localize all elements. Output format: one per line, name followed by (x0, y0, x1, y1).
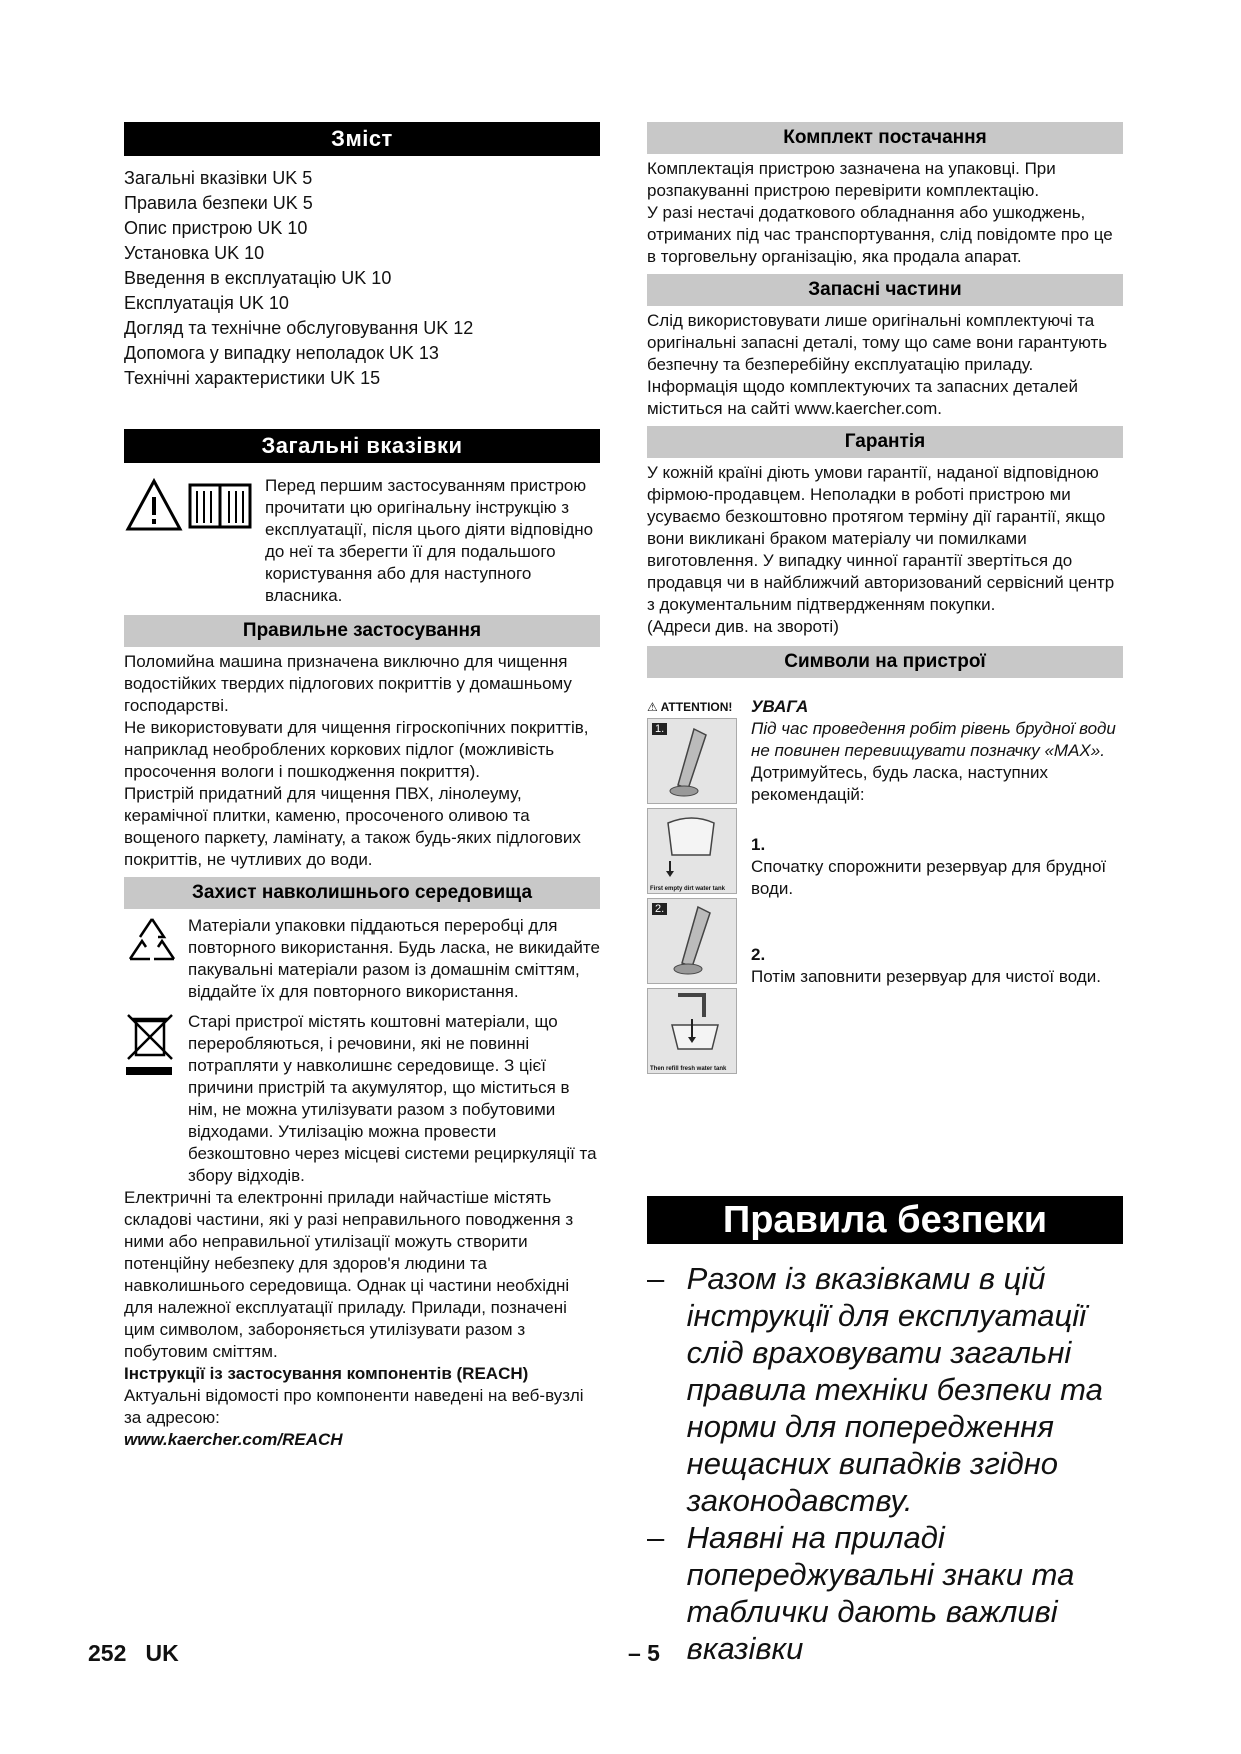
step2-text: Потім заповнити резервуар для чистої води. (751, 967, 1101, 986)
footer-local-page: – 5 (628, 1640, 660, 1666)
symbols-text (751, 696, 1123, 1078)
toc-item[interactable]: Опис пристрою UK 10 (124, 218, 308, 238)
safety-item: – Разом із вказівками в цій інструкції для експлуатації слід враховувати загальні правила техніки безпеки та норми для попередження нещасних випадків згідно законодавству. (647, 1260, 1123, 1519)
reach-text: Актуальні відомості про компоненти наведені на веб-вузлі за адресою: (124, 1386, 584, 1427)
safety-item-text: Разом із вказівками в цій інструкції для експлуатації слід враховувати загальні правила техніки безпеки та норми для попередження нещасних випадків згідно законодавству. (686, 1261, 1103, 1518)
warning-manual-icons (124, 475, 265, 535)
warranty-p2: (Адреси див. на звороті) (647, 617, 839, 636)
step1-num: 1. (751, 835, 766, 854)
warranty-p1: У кожній країні діють умови гарантії, наданої відповідною фірмою-продавцем. Неполадки в роботі пристрою ми усуваємо безкоштовно протягом терміну дії гарантії, якщо вони викликані браком матеріалу чи помилками виготовлення. У випадку чинної гарантії звертіться до продавця чи в найближчий авторизований сервісний центр з документальним підтвердженням покупки. (647, 463, 1115, 614)
symbols-block (647, 696, 1123, 1078)
safety-title: Правила безпеки (647, 1196, 1123, 1244)
electric-text: Електричні та електронні прилади найчастіше містять складові частини, які у разі неправильного поводження з ними або неправильної утилізації можуть створити потенційну небезпеку для здоров'я людини та навколишнього середовища. Однак ці частини необхідні для належної експлуатації приладу. Прилади, позначені цим символом, забороняється утилізувати разом з побутовим сміттям. (124, 1188, 574, 1361)
toc-item[interactable]: Експлуатація UK 10 (124, 293, 289, 313)
safety-list (647, 1260, 1123, 1667)
toc-item[interactable]: Правила безпеки UK 5 (124, 193, 313, 213)
toc-list (124, 166, 600, 391)
warn-title: УВАГА (751, 697, 809, 716)
warranty-block (647, 462, 1123, 638)
warning-triangle-icon (124, 475, 259, 535)
toc-item[interactable]: Введення в експлуатацію UK 10 (124, 268, 392, 288)
symbols-images (647, 696, 737, 1078)
weee-block (124, 1011, 600, 1187)
right-column (647, 122, 1123, 1666)
weee-text: Старі пристрої містять коштовні матеріали, що переробляються, і речовини, які не повинні потрапляти у навколишнє середовище. З цієї причини пристрій та акумулятор, що міститься в нім, не можна утилізувати разом з побутовими відходами. Утилізацію можна провести безкоштовно через місцеві системи рециркуляції та збору відходів. (188, 1012, 597, 1185)
proper-use-p3: Пристрій придатний для чищення ПВХ, лінолеуму, керамічної плитки, каменю, просоченого оливою та вощеного паркету, ламінату, а також будь-яких підлогових покриттів, не чутливих до води. (124, 784, 581, 869)
reach-url[interactable]: www.kaercher.com/REACH (124, 1430, 343, 1449)
follow-text: Дотримуйтесь, будь ласка, наступних рекомендацій: (751, 763, 1049, 804)
proper-use-block (124, 651, 600, 871)
attention-label: ⚠ ATTENTION! (647, 700, 733, 714)
safety-item: – Наявні на приладі попереджувальні знаки та таблички дають важливі вказівки (647, 1519, 1123, 1667)
toc-item[interactable]: Допомога у випадку неполадок UK 13 (124, 343, 439, 363)
recycle-block (124, 915, 600, 1003)
reach-title: Інструкції із застосування компонентів (REACH) (124, 1364, 529, 1383)
spare-p1: Слід використовувати лише оригінальні комплектуючі та оригінальні запасні деталі, тому що саме вони гарантують безпечну та безперебійну експлуатацію приладу. (647, 311, 1108, 374)
toc-item[interactable]: Загальні вказівки UK 5 (124, 168, 313, 188)
refill-tank-image: Then refill fresh water tank (647, 988, 737, 1074)
step2-image: 2. (647, 898, 737, 984)
tank-refill-icon (648, 989, 736, 1059)
warranty-title: Гарантія (647, 426, 1123, 458)
symbols-title: Символи на пристрої (647, 646, 1123, 678)
general-text: Перед першим застосуванням пристрою прочитати цю оригінальну інструкцію з експлуатації, після цього діяти відповідно до неї та зберегти її для подальшого користування або для наступного власника. (265, 476, 594, 605)
step1-text: Спочатку спорожнити резервуар для брудної води. (751, 857, 1107, 898)
recycle-icon (124, 915, 188, 970)
toc-item[interactable]: Технічні характеристики UK 15 (124, 368, 381, 388)
warning-small-icon: ⚠ (647, 700, 658, 714)
step1-image: 1. (647, 718, 737, 804)
spare-block (647, 310, 1123, 420)
proper-use-title: Правильне застосування (124, 615, 600, 647)
scope-block (647, 158, 1123, 268)
scope-title: Комплект постачання (647, 122, 1123, 154)
toc-item[interactable]: Установка UK 10 (124, 243, 265, 263)
scope-p1: Комплектація пристрою зазначена на упаковці. При розпакуванні пристрою перевірити комплектацію. (647, 159, 1056, 200)
proper-use-p2: Не використовувати для чищення гігроскопічних покриттів, наприклад необроблених коркових підлог (можливість просочення вологи і пошкодження покриття). (124, 718, 589, 781)
recycle-text: Матеріали упаковки піддаються переробці для повторного використання. Будь ласка, не викидайте пакувальні матеріали разом із домашнім сміттям, віддайте їх для повторного використання. (188, 916, 600, 1001)
environment-title: Захист навколишнього середовища (124, 877, 600, 909)
proper-use-p1: Поломийна машина призначена виключно для чищення водостійких твердих підлогових покриттів у домашньому господарстві. (124, 652, 572, 715)
toc-item[interactable]: Догляд та технічне обслуговування UK 12 (124, 318, 474, 338)
spare-p2: Інформація щодо комплектуючих та запасних деталей міститься на сайті www.kaercher.com. (647, 377, 1078, 418)
empty-tank-image: First empty dirt water tank (647, 808, 737, 894)
left-column (124, 122, 600, 1451)
toc-title: Зміст (124, 122, 600, 156)
crossed-bin-icon (124, 1011, 188, 1082)
tank-empty-icon (648, 809, 736, 879)
general-title: Загальні вказівки (124, 429, 600, 463)
footer-page: 252 UK (88, 1640, 179, 1666)
general-block (124, 475, 600, 607)
warn-text: Під час проведення робіт рівень брудної води не повинен перевищувати позначку «MAX». (751, 719, 1116, 760)
manual-book-icon (190, 485, 250, 527)
spare-title: Запасні частини (647, 274, 1123, 306)
scope-p2: У разі нестачі додаткового обладнання або ушкоджень, отриманих під час транспортування, слід повідомте про це в торговельну організацію, яка продала апарат. (647, 203, 1113, 266)
safety-item-text: Наявні на приладі попереджувальні знаки та таблички дають важливі вказівки (686, 1520, 1075, 1666)
step2-num: 2. (751, 945, 766, 964)
